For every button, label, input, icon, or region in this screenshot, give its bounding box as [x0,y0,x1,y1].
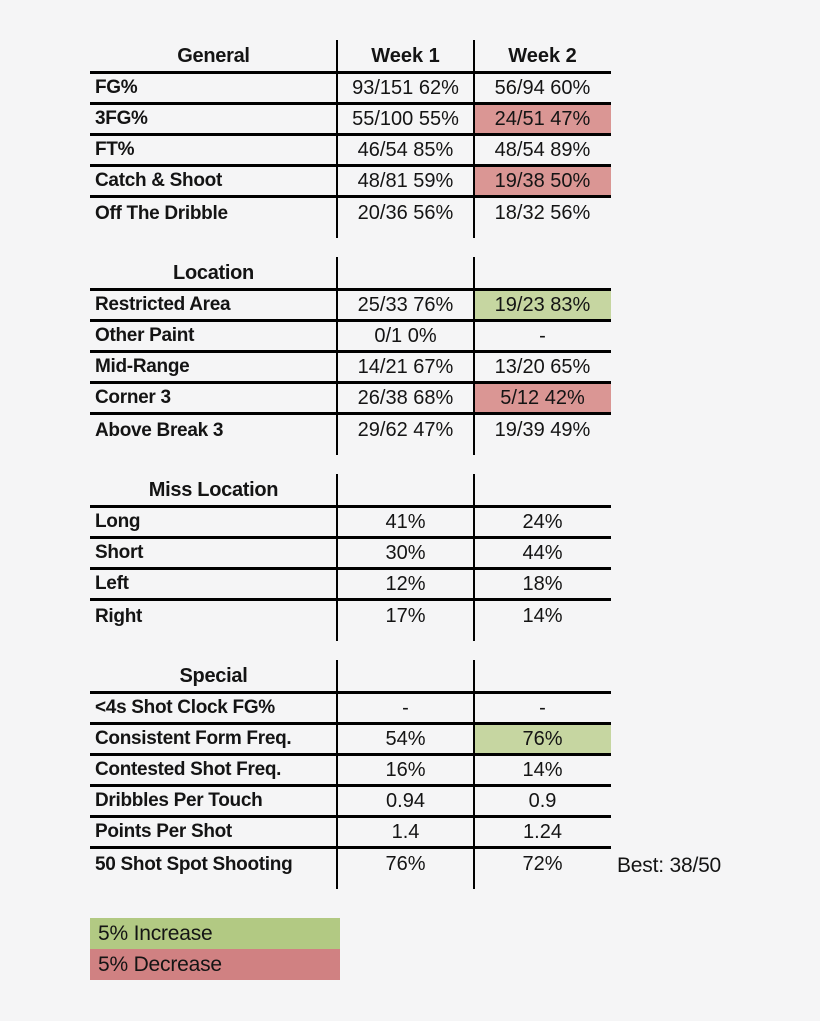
week1-value: 30% [385,541,426,564]
table-row [90,198,611,229]
table-row [90,570,611,601]
row-label: Other Paint [95,325,195,346]
table-row [90,291,611,322]
row-label: Corner 3 [95,387,171,408]
row-label: Dribbles Per Touch [95,790,263,811]
row-label: <4s Shot Clock FG% [95,697,275,718]
week2-value: 72% [522,853,563,875]
week2-value: 76% [474,725,611,753]
week1-value: 1.4 [391,820,420,843]
legend-item: 5% Increase [90,918,340,949]
week2-value: 14% [522,758,563,781]
section-header-row [90,42,611,74]
week2-value: 1.24 [523,820,562,843]
best-score-note: Best: 38/50 [617,854,722,877]
week1-value: 55/100 55% [352,107,459,130]
column-divider-week1 [336,40,338,238]
row-label: Off The Dribble [95,202,228,224]
column-header-week1 [337,476,474,505]
row-label: Contested Shot Freq. [95,759,282,780]
row-label: Catch & Shoot [95,170,222,191]
week1-value: 48/81 59% [357,169,454,192]
row-label: Long [95,511,141,532]
legend-item: 5% Decrease [90,949,340,980]
week2-value: 0.9 [528,789,557,812]
table-row [90,105,611,136]
week1-value: 16% [385,758,426,781]
table-row [90,818,611,849]
row-label: 50 Shot Spot Shooting [95,853,293,875]
column-header-week2: Week 2 [508,45,577,67]
column-header-week1 [337,259,474,288]
week2-value: 5/12 42% [474,384,611,412]
column-divider-week1 [336,257,338,455]
table-row [90,322,611,353]
week1-value: 29/62 47% [357,419,454,441]
week2-value: 56/94 60% [494,76,591,99]
week2-value: 13/20 65% [494,355,591,378]
column-header-week2 [474,259,611,288]
week2-value: 18% [522,572,563,595]
week1-value: 0/1 0% [374,324,437,347]
table-row [90,74,611,105]
row-label: Consistent Form Freq. [95,728,292,749]
row-label: Short [95,542,144,563]
table-row [90,725,611,756]
week1-value: 0.94 [386,789,425,812]
section-header-row [90,259,611,291]
week1-value: 12% [385,572,426,595]
row-label: FG% [95,77,138,98]
week2-value: 19/23 83% [474,291,611,319]
column-divider-week2 [473,40,475,238]
column-divider-week2 [473,660,475,889]
table-row [90,756,611,787]
section-special [90,662,611,880]
section-title: General [177,45,250,67]
section-title: Miss Location [148,479,279,501]
week2-value: - [539,696,546,719]
week1-value: 54% [385,727,426,750]
stats-table [90,42,611,910]
table-row [90,136,611,167]
table-row [90,508,611,539]
week2-value: 48/54 89% [494,138,591,161]
column-divider-week1 [336,660,338,889]
row-label: Right [95,605,143,627]
week1-value: 14/21 67% [357,355,454,378]
table-row [90,849,611,880]
week1-value: - [402,696,409,719]
section-header-row [90,476,611,508]
table-row [90,694,611,725]
section-header-row [90,662,611,694]
week1-value: 76% [385,853,426,875]
row-label: 3FG% [95,108,148,129]
column-header-week2 [474,662,611,691]
column-divider-week1 [336,474,338,641]
section-miss-location [90,476,611,632]
section-general [90,42,611,229]
week2-value: 19/38 50% [474,167,611,195]
week1-value: 41% [385,510,426,533]
week2-value: 19/39 49% [494,419,591,441]
table-row [90,601,611,632]
week2-value: 14% [522,605,563,627]
week1-value: 26/38 68% [357,386,454,409]
week2-value: 24/51 47% [474,105,611,133]
week2-value: - [539,324,546,347]
section-title: Special [179,665,248,687]
column-header-week1: Week 1 [371,45,440,67]
row-label: Mid-Range [95,356,190,377]
row-label: FT% [95,139,135,160]
column-divider-week2 [473,474,475,641]
column-header-week2 [474,476,611,505]
row-label: Restricted Area [95,294,231,315]
week1-value: 17% [385,605,426,627]
week1-value: 93/151 62% [352,76,459,99]
legend [90,918,340,980]
week1-value: 20/36 56% [357,202,454,224]
row-label: Points Per Shot [95,821,232,842]
week2-value: 18/32 56% [494,202,591,224]
row-label: Above Break 3 [95,419,224,441]
table-row [90,787,611,818]
column-header-week1 [337,662,474,691]
row-label: Left [95,573,129,594]
table-row [90,539,611,570]
column-divider-week2 [473,257,475,455]
table-row [90,353,611,384]
week2-value: 24% [522,510,563,533]
week1-value: 25/33 76% [357,293,454,316]
table-row [90,167,611,198]
week1-value: 46/54 85% [357,138,454,161]
section-location [90,259,611,446]
table-row [90,384,611,415]
week2-value: 44% [522,541,563,564]
table-row [90,415,611,446]
section-title: Location [173,262,254,284]
